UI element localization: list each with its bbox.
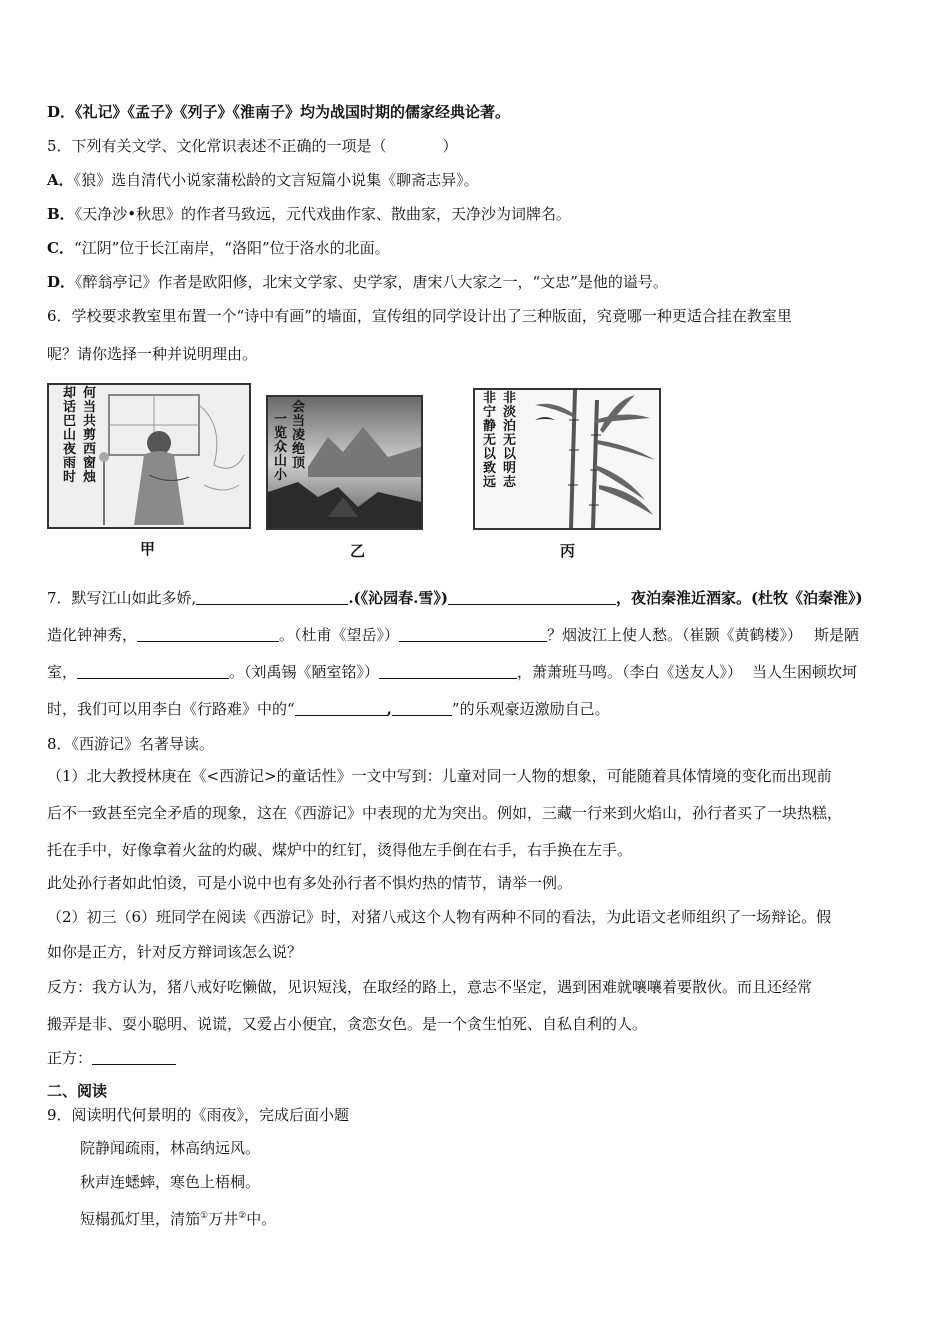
q8-zhengfang: 正方： [47,1048,176,1068]
poem-column: 一览众山小 [274,412,288,483]
poem-column: 非宁静无以致远 [483,391,497,490]
footnote-marker: ② [238,1211,247,1221]
q8-fanfang-line2: 搬弄是非、耍小聪明、说谎，又爱占小便宜，贪恋女色。是一个贪生怕死、自私自利的人。 [47,1015,648,1033]
poem-column: 非淡泊无以明志 [503,391,517,490]
answer-blank[interactable] [77,662,229,679]
figure-caption: 甲 [140,540,156,558]
poem-line: 秋声连蟋蟀，寒色上梧桐。 [80,1173,261,1191]
section-title: 二、阅读 [47,1082,108,1100]
answer-blank[interactable] [392,699,452,716]
q5-stem: 5．下列有关文学、文化常识表述不正确的一项是（ ） [47,137,458,155]
figure-yi [266,395,423,530]
poem-line: 短榻孤灯里，清笳①万井②中。 [80,1210,277,1228]
q7-line3: 室， 。（刘禹锡《陋室铭》） ，萧萧班马鸣。（李白《送友人》） 当人生困顿坎坷 [47,663,858,681]
footnote-marker: ① [200,1211,209,1221]
q9-stem: 9．阅读明代何景明的《雨夜》，完成后面小题 [47,1106,350,1124]
q5-option-c: C．“江阴”位于长江南岸，“洛阳”位于洛水的北面。 [47,239,390,257]
poem-column: 会当凌绝顶 [292,400,306,471]
q7-line1: 7．默写江山如此多娇, .(《沁园春.雪》) ，夜泊秦淮近酒家。(杜牧《泊秦淮》) [47,589,863,607]
q8-title: 8．《西游记》名著导读。 [47,735,215,753]
answer-blank[interactable] [92,1048,176,1065]
answer-blank[interactable] [295,699,387,716]
q6-stem-line1: 6．学校要求教室里布置一个“诗中有画”的墙面，宣传组的同学设计出了三种版面，究竟哪一种更适合挂在教室里 [47,307,792,325]
q8-part2-line2: 如你是正方，针对反方辩词该怎么说？ [47,943,303,961]
q5-option-a: A．《狼》选自清代小说家蒲松龄的文言短篇小说集《聊斋志异》。 [47,171,479,189]
figure-bing [473,388,661,530]
q8-part1-question: 此处孙行者如此怕烫，可是小说中也有多处孙行者不惧灼热的情节，请举一例。 [47,874,573,892]
option-text: 《礼记》《孟子》《列子》《淮南子》均为战国时期的儒家经典论著。 [75,103,511,121]
poem-line: 院静闻疏雨，林高纳远风。 [80,1139,261,1157]
option-letter: D． [47,103,76,121]
q5-option-b: B．《天净沙•秋思》的作者马致远，元代戏曲作家、散曲家，天净沙为词牌名。 [47,205,572,223]
answer-blank[interactable] [196,588,348,605]
q8-part1-line2: 后不一致甚至完全矛盾的现象，这在《西游记》中表现的尤为突出。例如，三藏一行来到火焰山，孙行者买了一块热糕， [47,804,843,822]
poem-column: 何当共剪西窗烛 [83,386,97,485]
figure-caption: 丙 [560,542,576,560]
figure-jia [47,383,251,529]
figure-caption: 乙 [350,542,366,560]
poem-column: 却话巴山夜雨时 [63,386,77,485]
answer-blank[interactable] [399,625,547,642]
q8-part2-line1: （2）初三（6）班同学在阅读《西游记》时，对猪八戒这个人物有两种不同的看法，为此语文老师组织了一场辩论。假 [47,908,832,926]
q8-part1-line1: （1）北大教授林庚在《<西游记>的童话性》一文中写到：儿童对同一人物的想象，可能随着具体情境的变化而出现前 [47,767,832,785]
answer-blank[interactable] [379,662,517,679]
answer-blank[interactable] [137,625,279,642]
q7-line2: 造化钟神秀， 。（杜甫《望岳》） ？烟波江上使人愁。（崔颢《黄鹤楼》） 斯是陋 [47,626,860,644]
q8-part1-line3: 托在手中，好像拿着火盆的灼碳、煤炉中的红钉，烫得他左手倒在右手，右手换在左手。 [47,841,633,859]
q5-option-d: D．《醉翁亭记》作者是欧阳修，北宋文学家、史学家，唐宋八大家之一，“文忠”是他的谥号。 [47,273,668,291]
q8-fanfang-line1: 反方：我方认为，猪八戒好吃懒做，见识短浅，在取经的路上，意志不坚定，遇到困难就嚷嚷着要散伙。而且还经常 [47,978,813,996]
figure-jia-illustration [49,385,249,527]
q4-option-d [47,102,510,122]
q7-line4: 时，我们可以用李白《行路难》中的“ , ”的乐观豪迈激励自己。 [47,700,610,718]
figure-yi-illustration [268,397,421,528]
answer-blank[interactable] [448,588,616,605]
q6-stem-line2: 呢？请你选择一种并说明理由。 [47,345,258,363]
